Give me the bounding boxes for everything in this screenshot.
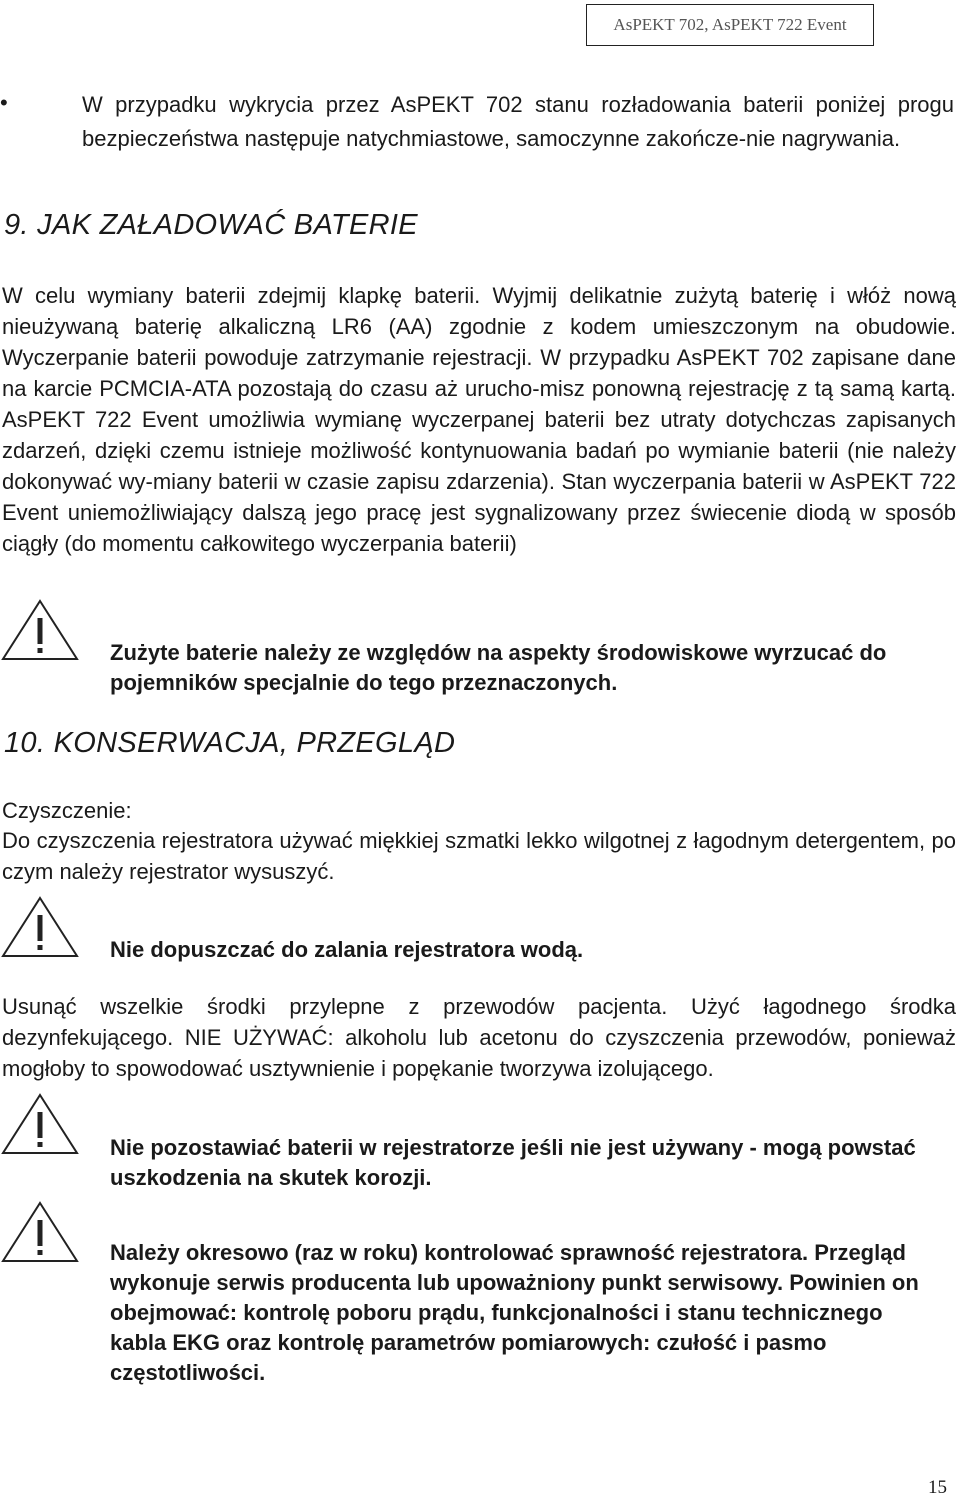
- cleaning-label: Czyszczenie:: [2, 798, 132, 823]
- section-9-heading: 9. JAK ZAŁADOWAĆ BATERIE: [4, 209, 418, 241]
- warning-triangle-icon: [0, 598, 80, 662]
- running-header: [586, 4, 874, 46]
- water-warning: Nie dopuszczać do zalania rejestratora wodą.: [110, 937, 584, 962]
- bullet-dot-icon: •: [0, 90, 8, 115]
- warning-triangle-icon: [0, 895, 80, 959]
- section-10-heading: 10. KONSERWACJA, PRZEGLĄD: [4, 727, 456, 759]
- page-number: 15: [928, 1477, 947, 1498]
- header-title: AsPEKT 702, AsPEKT 722 Event: [613, 15, 847, 34]
- adhesive-paragraph: Usunąć wszelkie środki przylepne z przewodów pacjenta. Użyć łagodnego środka dezynfekującego. NIE UŻYWAĆ: alkoholu lub acetonu do czyszczenia przewodów, ponieważ mogłoby to spowodować usztywnienie i popękanie tworzywa izolującego.: [2, 994, 956, 1081]
- warning-triangle-icon: [0, 1092, 80, 1156]
- battery-storage-warning: Nie pozostawiać baterii w rejestratorze jeśli nie jest używany - mogą powstać uszkodzenia na skutek korozji.: [110, 1135, 916, 1190]
- warning-triangle-icon: [0, 1200, 80, 1264]
- section-9-paragraph: W celu wymiany baterii zdejmij klapkę baterii. Wyjmij delikatnie zużytą baterię i włóż nową nieużywaną baterię alkaliczną LR6 (AA) zgodnie z kodem umieszczonym na obudowie. Wyczerpanie baterii powoduje zatrzymanie rejestracji. W przypadku AsPEKT 702 zapisane dane na karcie PCMCIA-ATA pozostają do czasu aż urucho-misz ponowną rejestrację z tą samą kartą. AsPEKT 722 Event umożliwia wymianę wyczerpanej baterii bez utraty dotychczas zapisanych zdarzeń, dzięki czemu istnieje możliwość kontynuowania badań po wymianie baterii (nie należy dokonywać wy-miany baterii w czasie zapisu zdarzenia). Stan wyczerpania baterii w AsPEKT 722 Event uniemożliwiający dalszą jego pracę jest sygnalizowany przez świecenie diodą w sposób ciągły (do momentu całkowitego wyczerpania baterii): [2, 283, 956, 556]
- service-inspection-warning: Należy okresowo (raz w roku) kontrolować sprawność rejestratora. Przegląd wykonuje serwis producenta lub upoważniony punkt serwisowy. Powinien on obejmować: kontrolę poboru prądu, funkcjonalności i stanu technicznego kabla EKG oraz kontrolę parametrów pomiarowych: czułość i pasmo częstotliwości.: [110, 1240, 919, 1385]
- bullet-text: W przypadku wykrycia przez AsPEKT 702 stanu rozładowania baterii poniżej progu bezpieczeństwa następuje natychmiastowe, samoczynne zakończe-nie nagrywania.: [82, 92, 954, 151]
- cleaning-paragraph: Do czyszczenia rejestratora używać miękkiej szmatki lekko wilgotnej z łagodnym detergentem, po czym należy rejestrator wysuszyć.: [2, 828, 956, 884]
- battery-disposal-warning: Zużyte baterie należy ze względów na aspekty środowiskowe wyrzucać do pojemników specjalnie do tego przeznaczonych.: [110, 640, 887, 695]
